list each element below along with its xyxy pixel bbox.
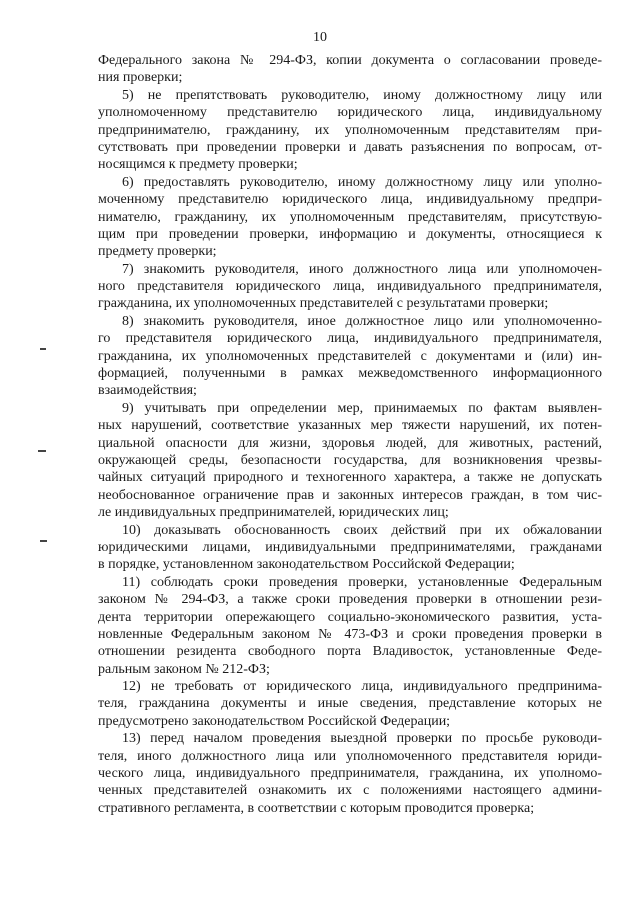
text-line: сутствовать при проведении проверки и давать разъяснения по вопросам, от- — [98, 139, 602, 155]
text-line: носящимся к предмету проверки; — [98, 157, 298, 173]
text-line: щим при проведении проверки, информацию и документы, относящиеся к — [98, 226, 602, 242]
text-line: теля, иного должностного лица или уполномоченного представителя юриди- — [98, 748, 602, 764]
text-line: необоснованное ограничение прав и законных интересов граждан, в том чис- — [98, 487, 602, 503]
scan-mark — [40, 348, 46, 350]
scan-mark — [38, 450, 46, 452]
text-line: законом № 294-ФЗ, а также сроки проведения проверки в отношении рези- — [98, 592, 602, 608]
text-line: 12) не требовать от юридического лица, индивидуального предпринима- — [122, 679, 602, 695]
text-line: 8) знакомить руководителя, иное должностное лицо или уполномоченно- — [122, 313, 602, 329]
text-line: уполномоченному представителю юридического лица, индивидуальному — [98, 105, 602, 121]
text-line: 7) знакомить руководителя, иного должностного лица или уполномочен- — [122, 261, 602, 277]
text-line: ного представителя юридического лица, индивидуального предпринимателя, — [98, 279, 602, 295]
text-line: 11) соблюдать сроки проведения проверки, установленные Федеральным — [122, 574, 602, 590]
document-body — [98, 52, 602, 817]
paragraph — [98, 174, 602, 261]
text-line: теля, гражданина документы и иные сведения, представление которых не — [98, 696, 602, 712]
paragraph — [98, 730, 602, 817]
text-line: ченных представителей ознакомить их с положениями настоящего админи- — [98, 783, 602, 799]
text-line: формацией, полученными в рамках межведомственного информационного — [98, 366, 602, 382]
text-line: гражданина, их уполномоченных представителей с документами и (или) ин- — [98, 348, 602, 364]
text-line: предусмотрено законодательством Российской Федерации; — [98, 713, 451, 729]
text-line: ральным законом № 212-ФЗ; — [98, 661, 270, 677]
paragraph — [98, 522, 602, 574]
text-line: 6) предоставлять руководителю, иному должностному лицу или уполно- — [122, 174, 602, 190]
text-line: дента территории опережающего социально-экономического развития, уста- — [98, 609, 602, 625]
paragraph — [98, 574, 602, 678]
text-line: 10) доказывать обоснованность своих действий при их обжаловании — [122, 522, 602, 538]
text-line: 13) перед началом проведения выездной проверки по просьбе руководи- — [122, 731, 602, 747]
text-line: ных нарушений, соответствие указанных мер тяжести нарушений, их потен- — [98, 418, 602, 434]
text-line: Федерального закона № 294-ФЗ, копии документа о согласовании проведе- — [98, 53, 602, 68]
text-line: циальной опасности для жизни, здоровья людей, для животных, растений, — [98, 435, 602, 451]
text-line: предмету проверки; — [98, 244, 217, 260]
text-line: нимателю, гражданину, их уполномоченным представителям, присутствую- — [98, 209, 602, 225]
text-line: ческого лица, индивидуального предпринимателя, гражданина, их уполномо- — [98, 766, 602, 782]
page-number: 10 — [313, 30, 327, 45]
paragraph — [98, 313, 602, 400]
text-line: гражданина, их уполномоченных представителей с результатами проверки; — [98, 296, 549, 312]
paragraph — [98, 87, 602, 174]
text-line: взаимодействия; — [98, 383, 197, 399]
text-line: новленные Федеральным законом № 473-ФЗ и сроки проведения проверки в — [98, 626, 602, 642]
paragraph — [98, 261, 602, 313]
paragraph — [98, 400, 602, 522]
text-line: 9) учитывать при определении мер, принимаемых по фактам выявлен- — [122, 400, 602, 416]
paragraph — [98, 678, 602, 730]
text-line: ния проверки; — [98, 70, 183, 86]
text-line: го представителя юридического лица, индивидуального предпринимателя, — [98, 331, 602, 347]
scan-mark — [40, 540, 47, 542]
text-line: ле индивидуальных предпринимателей, юридических лиц; — [98, 505, 449, 521]
text-line: стративного регламента, в соответствии с которым проводится проверка; — [98, 800, 535, 816]
text-line: моченному представителю юридического лица, индивидуальному предпри- — [98, 192, 602, 208]
text-line: юридическими лицами, индивидуальными предпринимателями, гражданами — [98, 539, 602, 555]
text-line: в порядке, установленном законодательством Российской Федерации; — [98, 557, 515, 573]
text-line: предпринимателю, гражданину, их уполномоченным представителям при- — [98, 122, 602, 138]
text-line: окружающей среды, безопасности государства, для возникновения чрезвы- — [98, 452, 602, 468]
paragraph — [98, 52, 602, 87]
text-line: чайных ситуаций природного и техногенного характера, а также не допускать — [98, 470, 602, 486]
text-line: отношении резидента свободного порта Владивосток, установленные Феде- — [98, 644, 602, 660]
text-line: 5) не препятствовать руководителю, иному должностному лицу или — [122, 87, 602, 103]
